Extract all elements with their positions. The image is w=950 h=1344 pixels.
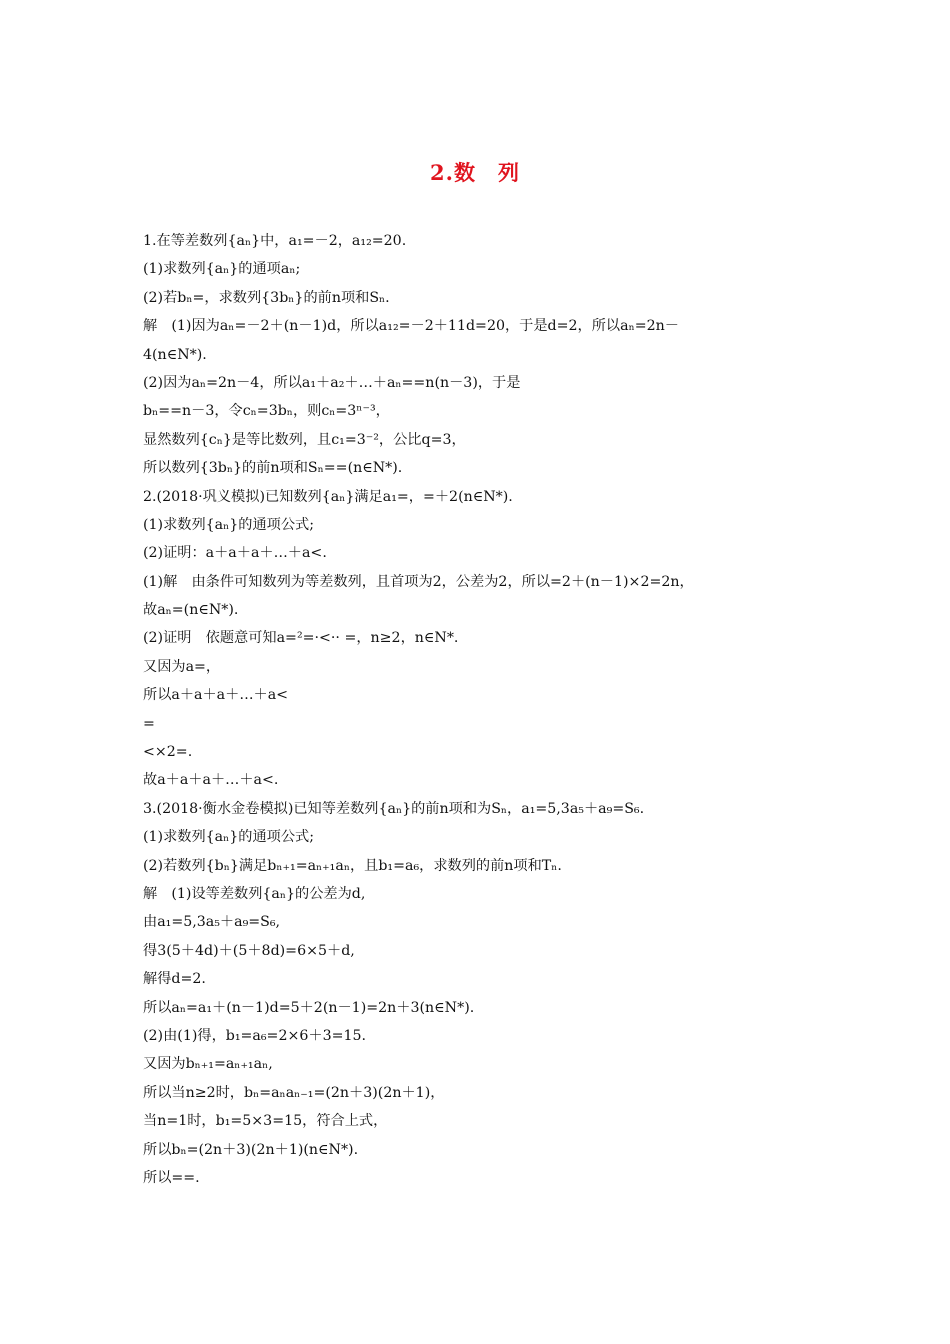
- text-line: 所以a＋a＋a＋…＋a<: [143, 687, 289, 704]
- text-line: 故aₙ=(n∈N*).: [143, 602, 239, 619]
- text-line: (2)由(1)得，b₁=a₆=2×6＋3=15.: [143, 1027, 367, 1044]
- text-line: 得3(5＋4d)＋(5＋8d)=6×5＋d,: [143, 942, 355, 959]
- text-line: 显然数列{cₙ}是等比数列，且c₁=3⁻²，公比q=3，: [143, 431, 466, 448]
- text-line: 3.(2018·衡水金卷模拟)已知等差数列{aₙ}的前n项和为Sₙ，a₁=5,3a₅＋a₉=S₆.: [143, 800, 645, 817]
- text-line: 所以数列{3bₙ}的前n项和Sₙ==(n∈N*).: [143, 460, 403, 477]
- text-line: (2)因为aₙ=2n－4，所以a₁＋a₂＋…＋aₙ==n(n－3)，于是: [143, 374, 521, 391]
- text-line: 所以bₙ=(2n＋3)(2n＋1)(n∈N*).: [143, 1141, 359, 1158]
- text-line: bₙ==n－3，令cₙ=3bₙ，则cₙ=3ⁿ⁻³，: [143, 403, 390, 420]
- text-line: 所以aₙ=a₁＋(n－1)d=5＋2(n－1)=2n＋3(n∈N*).: [143, 999, 475, 1016]
- text-line: 1.在等差数列{aₙ}中，a₁=－2，a₁₂=20.: [143, 233, 407, 249]
- text-line: (1)求数列{aₙ}的通项aₙ;: [143, 261, 301, 278]
- text-line: 当n=1时，b₁=5×3=15，符合上式，: [143, 1113, 388, 1130]
- text-line: <×2=.: [143, 744, 193, 761]
- text-line: (1)解 由条件可知数列为等差数列，且首项为2，公差为2，所以=2＋(n－1)×2=2n，: [143, 573, 694, 590]
- text-line: 2.(2018·巩义模拟)已知数列{aₙ}满足a₁=，=＋2(n∈N*).: [143, 488, 513, 505]
- text-line: 解 (1)设等差数列{aₙ}的公差为d,: [143, 885, 366, 902]
- text-line: (2)若bₙ=，求数列{3bₙ}的前n项和Sₙ.: [143, 289, 390, 306]
- text-line: (2)证明：a＋a＋a＋…＋a<.: [143, 545, 327, 562]
- text-line: 4(n∈N*).: [143, 346, 207, 363]
- text-line: (2)若数列{bₙ}满足bₙ₊₁=aₙ₊₁aₙ，且b₁=a₆，求数列的前n项和Tₙ.: [143, 857, 562, 874]
- text-line: 所以当n≥2时，bₙ=aₙaₙ₋₁=(2n＋3)(2n＋1)，: [143, 1084, 445, 1101]
- text-line: (1)求数列{aₙ}的通项公式;: [143, 516, 315, 533]
- text-line: 解 (1)因为aₙ=－2＋(n－1)d，所以a₁₂=－2＋11d=20，于是d=2，所以aₙ=2n－: [143, 318, 679, 335]
- document-body: [143, 227, 815, 1192]
- text-line: 解得d=2.: [143, 971, 206, 988]
- text-line: (2)证明 依题意可知a=²=·<·· =，n≥2，n∈N*.: [143, 630, 459, 647]
- text-line: =: [143, 715, 155, 732]
- text-line: 故a＋a＋a＋…＋a<.: [143, 772, 279, 789]
- page-title: 2.数 列: [430, 160, 520, 185]
- text-line: (1)求数列{aₙ}的通项公式;: [143, 829, 315, 846]
- text-line: 所以==.: [143, 1169, 200, 1186]
- text-line: 由a₁=5,3a₅＋a₉=S₆,: [143, 914, 281, 931]
- text-line: 又因为a=，: [143, 658, 221, 675]
- text-line: 又因为bₙ₊₁=aₙ₊₁aₙ,: [143, 1056, 273, 1073]
